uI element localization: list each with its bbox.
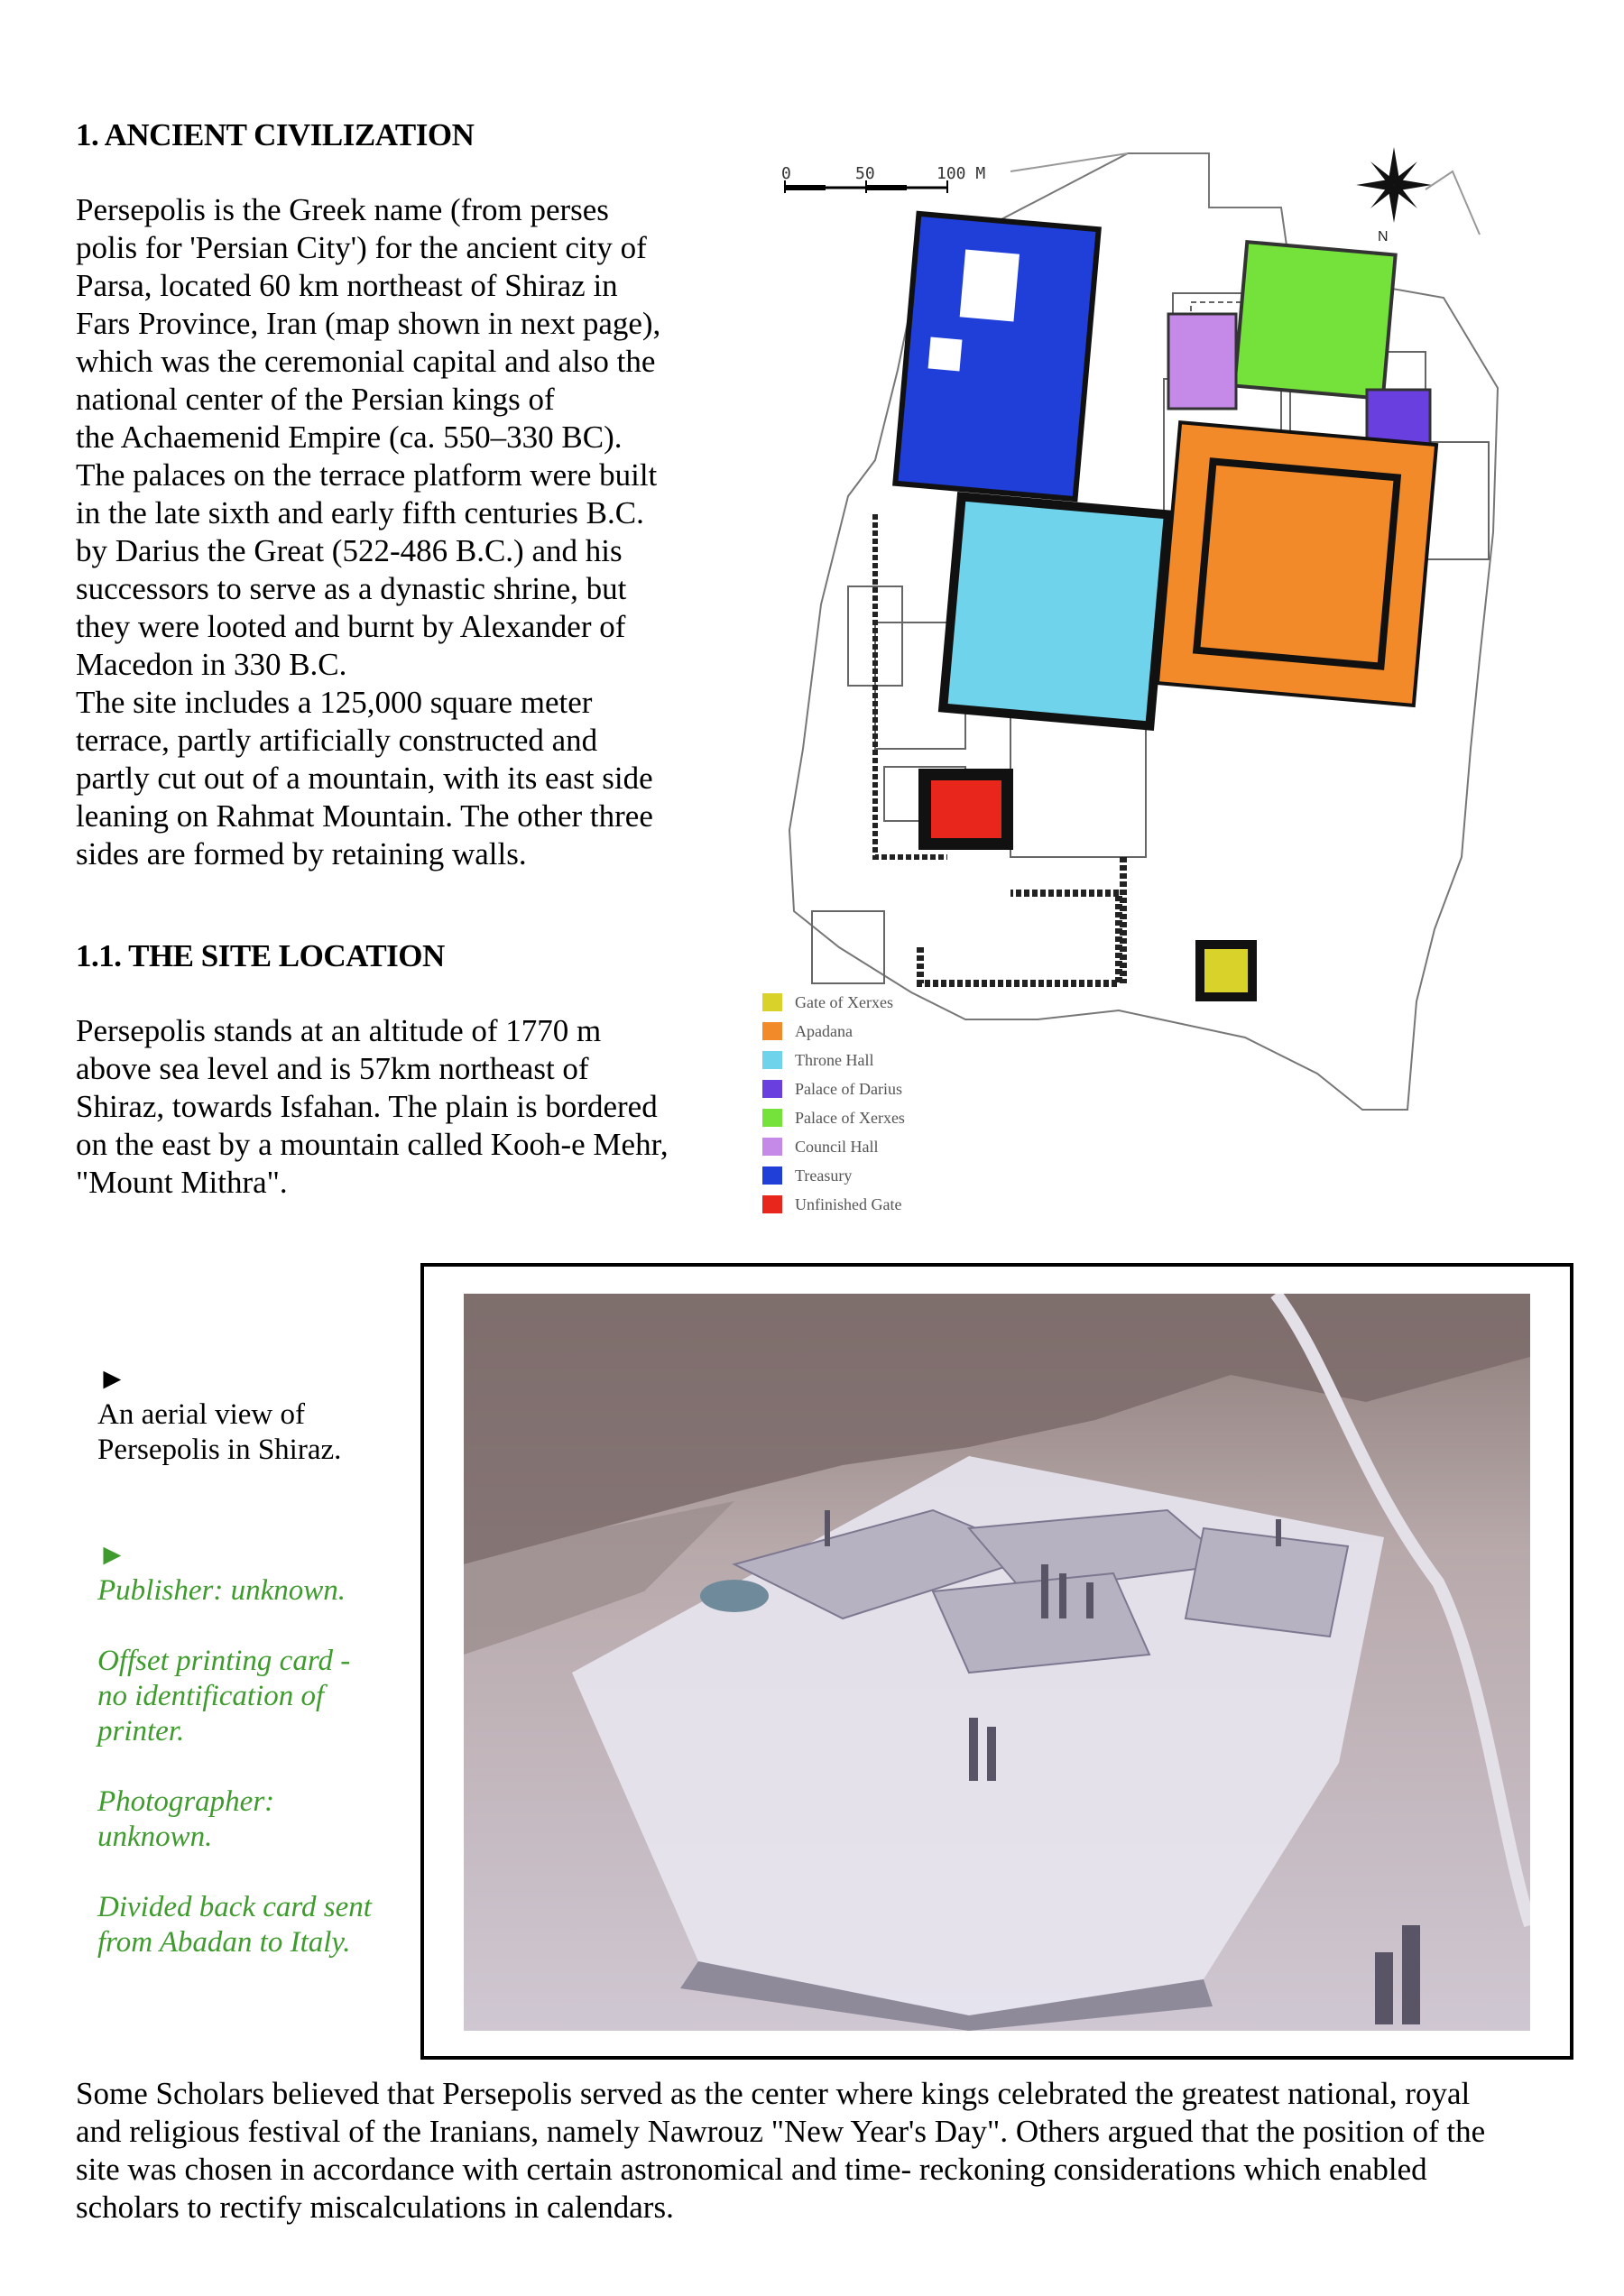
text-line: polis for 'Persian City') for the ancient city of <box>76 230 647 265</box>
printing-note: no identification of <box>97 1680 325 1712</box>
text-line: "Mount Mithra". <box>76 1165 288 1200</box>
text-line: Some Scholars believed that Persepolis served as the center where kings celebrated the greatest national, royal <box>76 2076 1471 2111</box>
legend-label: Gate of Xerxes <box>795 992 893 1011</box>
caption-line: Persepolis in Shiraz. <box>97 1434 342 1466</box>
scale-label-100: 100 M <box>937 164 986 183</box>
printing-note: Offset printing card - <box>97 1645 351 1677</box>
arrow-marker-icon: ► <box>97 1363 127 1396</box>
legend-item <box>762 1161 905 1190</box>
legend-item <box>762 1046 905 1074</box>
section-2-body <box>76 1012 707 1202</box>
publisher-note: Publisher: unknown. <box>97 1574 346 1607</box>
legend-label: Palace of Xerxes <box>795 1108 905 1127</box>
legend-swatch <box>762 1195 782 1213</box>
legend-swatch <box>762 993 782 1011</box>
text-line: by Darius the Great (522-486 B.C.) and his <box>76 533 623 568</box>
legend-item <box>762 1074 905 1103</box>
compass-rose-icon <box>1356 147 1432 244</box>
text-line: terrace, partly artificially constructed and <box>76 723 598 758</box>
text-line: and religious festival of the Iranians, namely Nawrouz "New Year's Day". Others argued that the position of the <box>76 2114 1486 2149</box>
text-line: Persepolis is the Greek name (from perses <box>76 192 609 227</box>
text-line: The palaces on the terrace platform were built <box>76 457 658 493</box>
closing-paragraph <box>76 2075 1573 2227</box>
legend-item <box>762 1190 905 1219</box>
card-note: from Abadan to Italy. <box>97 1926 351 1959</box>
legend-item <box>762 1132 905 1161</box>
palace-of-xerxes-block <box>1234 242 1395 399</box>
map-legend <box>762 988 905 1219</box>
card-note: Divided back card sent <box>97 1891 372 1923</box>
legend-swatch <box>762 1080 782 1098</box>
legend-label: Throne Hall <box>795 1050 874 1069</box>
aerial-photo-frame <box>420 1263 1573 2060</box>
council-hall-block <box>1168 314 1236 409</box>
arrow-marker-icon: ► <box>97 1539 127 1572</box>
site-plan-map <box>740 117 1552 1227</box>
legend-item <box>762 988 905 1017</box>
legend-label: Unfinished Gate <box>795 1194 902 1213</box>
text-line: national center of the Persian kings of <box>76 382 555 417</box>
legend-item <box>762 1017 905 1046</box>
photographer-note: unknown. <box>97 1821 213 1853</box>
gate-of-xerxes-block <box>1195 940 1257 1001</box>
scale-bar <box>781 164 985 193</box>
text-line: they were looted and burnt by Alexander of <box>76 609 626 644</box>
text-line: Shiraz, towards Isfahan. The plain is bordered <box>76 1089 658 1124</box>
unfinished-gate-block <box>918 769 1013 850</box>
legend-label: Apadana <box>795 1021 853 1040</box>
printing-note: printer. <box>97 1715 185 1747</box>
text-line: Macedon in 330 B.C. <box>76 647 347 682</box>
text-line: The site includes a 125,000 square meter <box>76 685 593 720</box>
text-line: the Achaemenid Empire (ca. 550–330 BC). <box>76 420 623 455</box>
legend-swatch <box>762 1022 782 1040</box>
legend-label: Palace of Darius <box>795 1079 902 1098</box>
text-line: site was chosen in accordance with certain astronomical and time- reckoning considerations which enabled <box>76 2152 1427 2187</box>
text-line: Fars Province, Iran (map shown in next page), <box>76 306 661 341</box>
caption-line: An aerial view of <box>97 1398 305 1431</box>
text-line: which was the ceremonial capital and also the <box>76 344 656 379</box>
treasury-block <box>895 214 1098 499</box>
text-line: leaning on Rahmat Mountain. The other three <box>76 798 653 834</box>
legend-item <box>762 1103 905 1132</box>
legend-swatch <box>762 1109 782 1127</box>
text-line: sides are formed by retaining walls. <box>76 836 527 871</box>
text-line: in the late sixth and early fifth centuries B.C. <box>76 495 644 530</box>
scale-label-0: 0 <box>781 164 791 183</box>
legend-swatch <box>762 1166 782 1185</box>
section-heading-ancient-civilization: 1. ANCIENT CIVILIZATION <box>76 117 475 152</box>
text-line: partly cut out of a mountain, with its east side <box>76 761 653 796</box>
apadana-block <box>1158 422 1436 705</box>
aerial-photo <box>464 1294 1530 2031</box>
legend-swatch <box>762 1051 782 1069</box>
legend-swatch <box>762 1138 782 1156</box>
text-line: on the east by a mountain called Kooh-e Mehr, <box>76 1127 669 1162</box>
scale-label-50: 50 <box>855 164 875 183</box>
section-heading-site-location: 1.1. THE SITE LOCATION <box>76 938 445 973</box>
text-line: scholars to rectify miscalculations in calendars. <box>76 2190 674 2225</box>
section-1-body <box>76 191 707 873</box>
photo-caption <box>97 1362 404 1960</box>
legend-label: Council Hall <box>795 1137 879 1156</box>
photographer-note: Photographer: <box>97 1785 275 1818</box>
north-label: N <box>1378 229 1389 244</box>
text-line: Parsa, located 60 km northeast of Shiraz in <box>76 268 618 303</box>
text-line: above sea level and is 57km northeast of <box>76 1051 589 1086</box>
legend-label: Treasury <box>795 1166 853 1185</box>
text-line: successors to serve as a dynastic shrine, but <box>76 571 627 606</box>
throne-hall-block <box>943 496 1168 725</box>
text-line: Persepolis stands at an altitude of 1770 m <box>76 1013 602 1048</box>
